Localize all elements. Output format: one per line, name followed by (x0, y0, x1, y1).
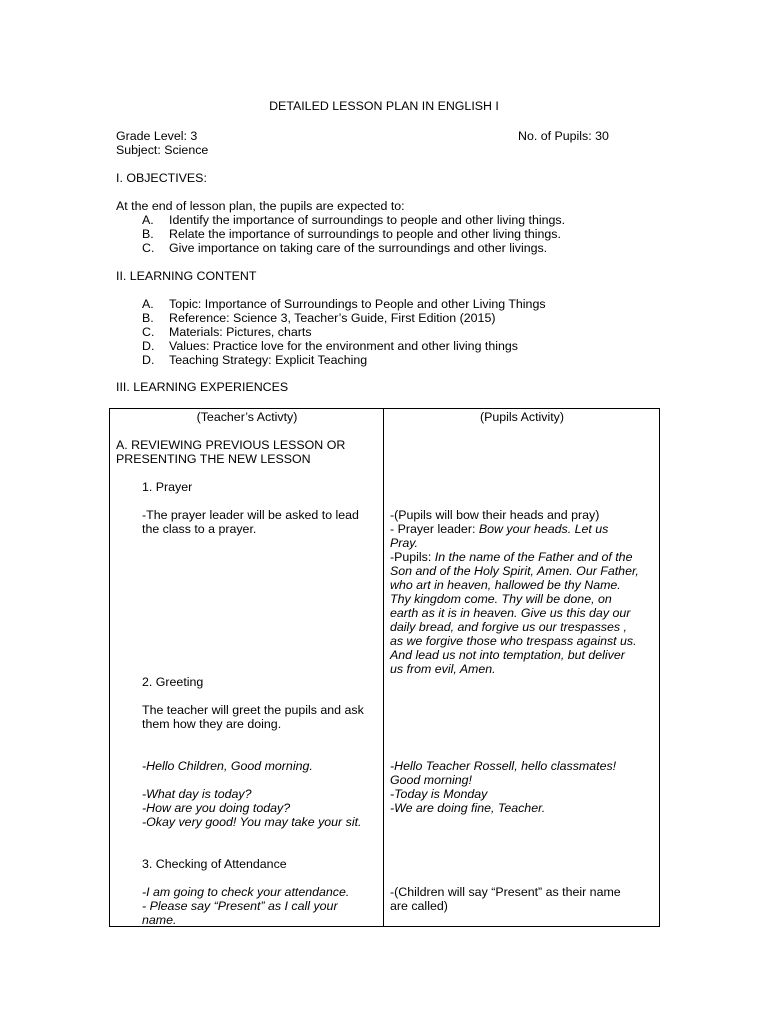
pupils-prayer-line (390, 550, 632, 564)
prayer-leader-words-cont: Pray. (390, 536, 418, 550)
teacher-hello: -Hello Children, Good morning. (142, 759, 313, 773)
list-marker: C. (142, 325, 155, 339)
objectives-intro: At the end of lesson plan, the pupils are expected to: (116, 199, 405, 213)
list-marker: B. (142, 227, 154, 241)
pupil-day-answer: -Today is Monday (390, 787, 488, 801)
list-marker: C. (142, 241, 155, 255)
pupils-prayer-prefix: -Pupils: (390, 550, 435, 564)
attendance-heading: 3. Checking of Attendance (142, 857, 287, 871)
pupils-prayer-text: daily bread, and forgive us our trespasses , (390, 620, 627, 634)
list-item (0, 213, 600, 227)
attendance-teacher-line2: - Please say “Present” as I call your (142, 899, 338, 913)
grade-level: Grade Level: 3 (116, 129, 198, 143)
pupils-prayer-text: earth as it is in heaven. Give us this day our (390, 606, 631, 620)
list-text: Give importance on taking care of the surroundings and other livings. (169, 241, 548, 255)
document-title: DETAILED LESSON PLAN IN ENGLISH I (269, 99, 499, 113)
pupils-prayer-text: And lead us not into temptation, but deliver (390, 648, 625, 662)
list-item (0, 325, 600, 339)
no-of-pupils: No. of Pupils: 30 (518, 129, 609, 143)
pupil-fine-answer: -We are doing fine, Teacher. (390, 801, 546, 815)
list-text: Topic: Importance of Surroundings to People and other Living Things (169, 297, 546, 311)
list-marker: A. (142, 213, 154, 227)
learning-content-heading: II. LEARNING CONTENT (116, 269, 257, 283)
subject: Subject: Science (116, 143, 209, 157)
prayer-leader-line (390, 522, 608, 536)
objectives-heading: I. OBJECTIVES: (116, 171, 207, 185)
prayer-leader-words: Bow your heads. Let us (478, 522, 609, 536)
pupils-prayer-text: In the name of the Father and of the (434, 550, 633, 564)
learning-experiences-heading: III. LEARNING EXPERIENCES (116, 380, 289, 394)
pupil-hello-line1: -Hello Teacher Rossell, hello classmates! (390, 759, 617, 773)
teacher-column-header: (Teacher’s Activty) (196, 410, 298, 424)
list-item (0, 297, 600, 311)
prayer-pupil-line1: -(Pupils will bow their heads and pray) (390, 508, 600, 522)
activities-table (109, 408, 660, 927)
teacher-okay: -Okay very good! You may take your sit. (142, 815, 362, 829)
pupils-column-header: (Pupils Activity) (480, 410, 564, 424)
list-item (0, 353, 600, 367)
list-item (0, 241, 600, 255)
list-marker: B. (142, 311, 154, 325)
prayer-teacher-line2: the class to a prayer. (142, 522, 257, 536)
list-text: Identify the importance of surroundings to people and other living things. (169, 213, 566, 227)
pupil-hello-line2: Good morning! (390, 773, 472, 787)
list-text: Relate the importance of surroundings to people and other living things. (169, 227, 561, 241)
pupils-prayer-text: us from evil, Amen. (390, 662, 496, 676)
list-marker: A. (142, 297, 154, 311)
prayer-heading: 1. Prayer (142, 480, 193, 494)
prayer-leader-prefix: - Prayer leader: (390, 522, 479, 536)
attendance-pupil-line2: are called) (390, 899, 448, 913)
pupils-prayer-text: who art in heaven, hallowed be thy Name. (390, 578, 621, 592)
attendance-pupil-line1: -(Children will say “Present” as their name (390, 885, 621, 899)
list-text: Values: Practice love for the environment and other living things (169, 339, 518, 353)
list-text: Reference: Science 3, Teacher’s Guide, First Edition (2015) (169, 311, 496, 325)
attendance-teacher-line1: -I am going to check your attendance. (142, 885, 350, 899)
pupils-prayer-text: as we forgive those who trespass against us. (390, 634, 637, 648)
prayer-teacher-line1: -The prayer leader will be asked to lead (142, 508, 359, 522)
teacher-day-question: -What day is today? (142, 787, 252, 801)
pupils-activity-column (384, 409, 660, 927)
greeting-teacher-line2: them how they are doing. (142, 717, 282, 731)
list-item (0, 339, 600, 353)
section-a-heading-line1: A. REVIEWING PREVIOUS LESSON OR (116, 438, 346, 452)
pupils-prayer-text: Thy kingdom come. Thy will be done, on (390, 592, 612, 606)
pupils-prayer-text: Son and of the Holy Spirit, Amen. Our Father, (390, 564, 639, 578)
list-text: Teaching Strategy: Explicit Teaching (169, 353, 368, 367)
greeting-teacher-line1: The teacher will greet the pupils and ask (142, 703, 364, 717)
attendance-teacher-line3: name. (142, 913, 177, 927)
section-a-heading-line2: PRESENTING THE NEW LESSON (116, 452, 311, 466)
list-item (0, 227, 600, 241)
greeting-heading: 2. Greeting (142, 675, 204, 689)
list-marker: D. (142, 353, 155, 367)
list-item (0, 311, 600, 325)
teacher-how-question: -How are you doing today? (142, 801, 291, 815)
list-text: Materials: Pictures, charts (169, 325, 312, 339)
list-marker: D. (142, 339, 155, 353)
teacher-activity-column (110, 409, 384, 927)
